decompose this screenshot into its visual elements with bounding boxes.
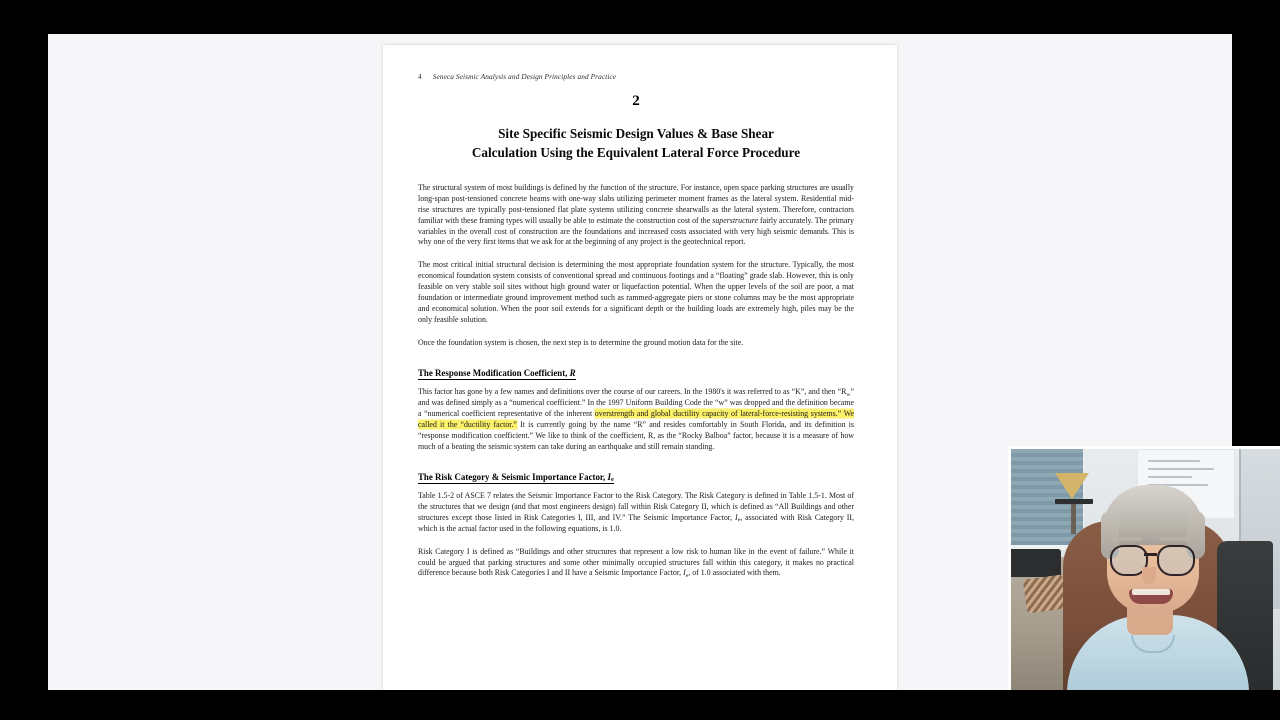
paragraph-6-part-a: Risk Category I is defined as “Buildings and other structures that represent a low risk to human like in the event of failure.” While it could be argued that parking structures and some other minimally occupied structures fall within this category, it makes no practical difference because both Risk Categories I and II have a Seismic Importance Factor,	[418, 546, 854, 578]
chapter-number: 2	[632, 93, 640, 109]
heading-2-subscript-e: e	[610, 476, 614, 484]
chapter-title	[418, 124, 854, 162]
chapter-title-line-2: Calculation Using the Equivalent Lateral Force Procedure	[471, 144, 801, 160]
paragraph-6-symbol-I: I	[683, 568, 686, 578]
paragraph-4-part-c: It is currently going by the name “R” and resides comfortably in South Florida, and its definition is “response modification coefficient.” We like to think of the coefficient, R, as the “Rocky Balboa” factor, because it is a measure of how much of a beating the seismic system can take during an earthquake and still remain standing.	[418, 419, 855, 451]
paragraph-5-part-a: Table 1.5-2 of ASCE 7 relates the Seismic Importance Factor to the Risk Category. The Risk Category is defined in Table 1.5-1. Most of the structures that we design (and that most engineers design) fall within Risk Category II, which is defined as “All Buildings and other structures except those listed in Risk Categories I, III, and IV.” The Seismic Importance Factor,	[418, 490, 854, 522]
webcam-video-frame[interactable]	[1011, 449, 1280, 690]
eyeglasses-lens-right	[1157, 545, 1195, 576]
whiteboard-line	[1148, 460, 1200, 462]
heading-1-symbol-R: R	[569, 367, 576, 378]
paragraph-risk-category-ii	[418, 491, 854, 535]
chapter-title-line-1: Site Specific Seismic Design Values & Base Shear	[498, 125, 774, 141]
presenter-eyebrow-right	[1159, 537, 1189, 541]
highlight-ductility-definition: overstrength and global ductility capacity of lateral-force-resisting systems.” We called it	[418, 408, 855, 429]
presenter-mouth	[1129, 589, 1173, 604]
whiteboard-line	[1148, 476, 1192, 478]
paragraph-structural-system	[418, 183, 854, 249]
paragraph-4-part-b: ” and was defined simply as a “numerical coefficient.” In the 1997 Uniform Building Code the “w” was dropped and the definition became a “numerical coefficient representative of the inherent	[418, 387, 854, 418]
paragraph-5-symbol-I: I	[735, 512, 738, 522]
paragraph-4-part-a: This factor has gone by a few names and definitions over the course of our careers. In the 1980's it was referred to as “K”, and then “R	[418, 387, 847, 397]
patterned-pillow	[1023, 574, 1067, 613]
presenter-teeth	[1132, 589, 1170, 595]
paragraph-1-part-a: The structural system of most buildings is defined by the function of the structure. For instance, open space parking structures are usually long-span post-tensioned concrete beams with one-way slabs utilizing perimeter moment frames as the lateral system. Residential mid-rise structures are typically post-tensioned flat plate systems utilizing concrete shearwalls as the lateral system. Therefore, contractors familiar with these framing types will usually be able to estimate the construction cost of the	[418, 182, 854, 225]
lamp-shade	[1055, 473, 1089, 499]
section-2-heading-wrapper	[418, 467, 854, 491]
section-1-heading-wrapper	[418, 363, 854, 387]
paragraph-5-subscript-e: e	[737, 517, 741, 524]
whiteboard-line	[1148, 468, 1214, 470]
page-folio-number: 4	[418, 72, 422, 81]
paragraph-1-part-b: fairly accurately. The primary variables in the overall cost of construction are the foundations and increased costs associated with very high seismic demands. This is why one of the very first items that we ask for at the beginning of any project is the geotechnical report.	[418, 215, 854, 247]
presenter-webcam-overlay[interactable]	[1008, 446, 1280, 690]
lamp-stem	[1071, 504, 1076, 534]
paragraph-6-part-b: , of 1.0 associated with them.	[688, 568, 781, 578]
paragraph-ground-motion: Once the foundation system is chosen, the next step is to determine the ground motion data for the site.	[418, 338, 744, 348]
highlight-ductility-factor-phrase: the “ductility factor.”	[447, 419, 517, 429]
heading-response-modification-coefficient	[418, 368, 576, 380]
paragraph-1-italic-superstructure: superstructure	[712, 215, 758, 225]
heading-2-symbol-I: I	[607, 471, 611, 482]
presenter-nose	[1142, 567, 1156, 584]
paragraph-5-part-b: , associated with Risk Category II, which is the actual factor used in the following equations, is 1.0.	[418, 512, 854, 533]
paragraph-6-subscript-e: e	[685, 573, 689, 580]
document-page[interactable]	[383, 45, 897, 690]
heading-1-text: The Response Modification Coefficient,	[418, 367, 570, 378]
presenter-eyebrow-left	[1112, 537, 1142, 541]
paragraph-foundation-decision: The most critical initial structural decision is determining the most appropriate foundation system for the structure. Typically, the most economical foundation system consists of conventional spread and continuous footings and a “floating” grade slab. However, this is only feasible on very stable soil sites without high ground water or liquefaction potential. When the upper levels of the soil are poor, a mat foundation or intermediate ground improvement method such as rammed-aggregate piers or stone columns may be the most appropriate and economical solution. When the poor soil extends for a significant depth or the building loads are extremely high, piles may be the only feasible solution.	[418, 260, 854, 325]
paragraph-risk-category-i	[418, 547, 854, 580]
paragraph-4-subscript-w: w	[846, 391, 851, 398]
running-header	[418, 72, 854, 81]
couch-arm	[1011, 549, 1061, 577]
paragraph-r-factor-history	[418, 387, 854, 453]
eyeglasses-bridge	[1144, 553, 1157, 556]
running-header-title: Seneca Seismic Analysis and Design Principles and Practice	[432, 72, 617, 81]
heading-risk-category-importance-factor	[418, 472, 614, 484]
page-content-area	[418, 72, 854, 591]
heading-2-text: The Risk Category & Seismic Importance Factor,	[418, 471, 608, 482]
